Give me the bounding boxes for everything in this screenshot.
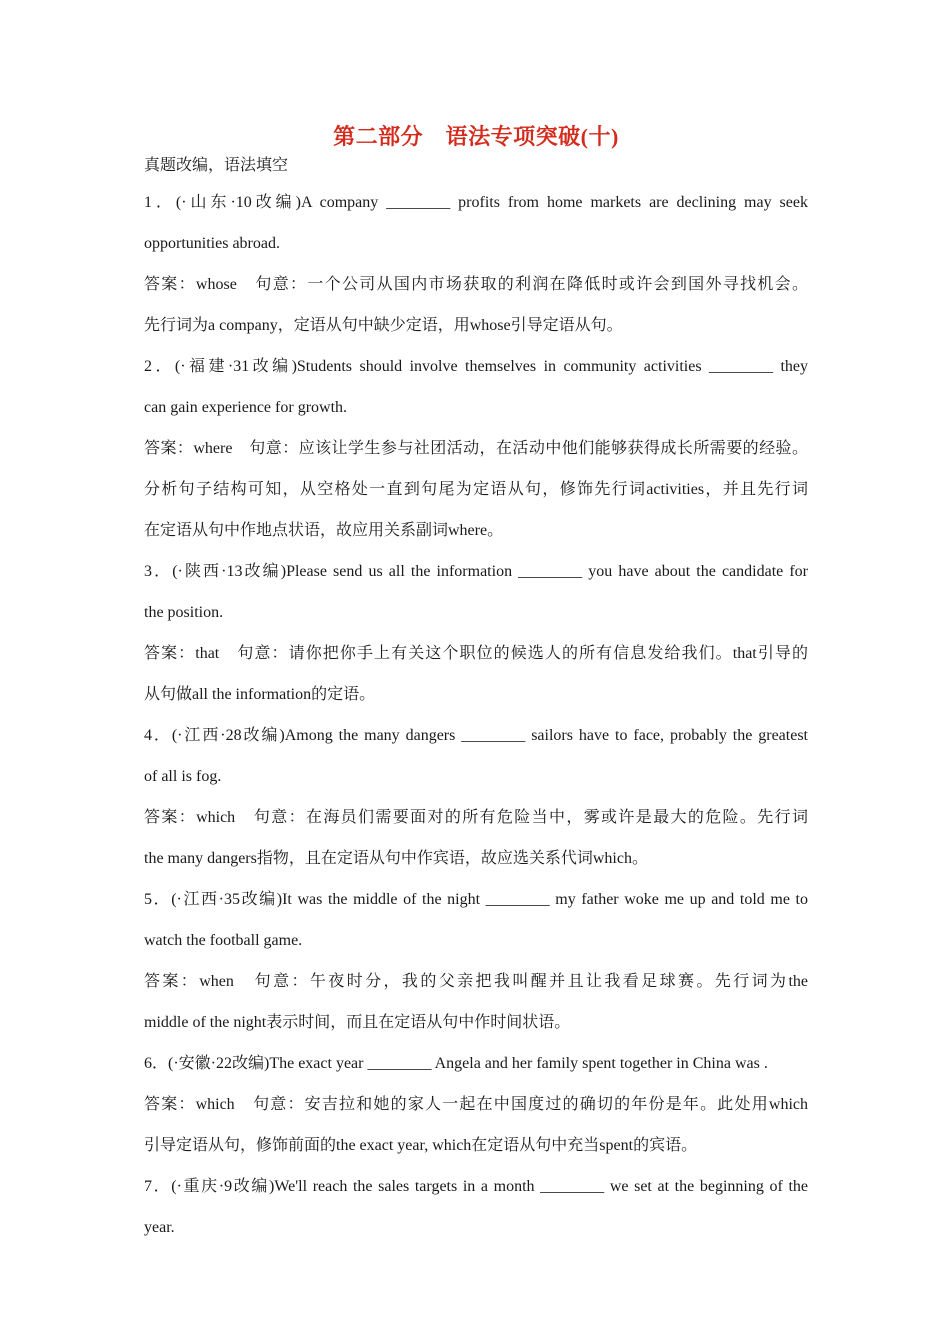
text-line: opportunities abroad. bbox=[144, 235, 280, 252]
text-line: the many dangers指物，且在定语从句中作宾语，故应选关系代词which。 bbox=[144, 850, 648, 867]
text-line: 在定语从句中作地点状语，故应用关系副词where。 bbox=[144, 522, 504, 539]
text-line: 5．(·江西·35改编)It was the middle of the night ________ my father woke me up and told me to bbox=[144, 891, 808, 908]
text-line: the position. bbox=[144, 604, 224, 621]
text-line: 答案：that 句意：请你把你手上有关这个职位的候选人的所有信息发给我们。that引导的 bbox=[144, 645, 808, 662]
text-line: 3．(·陕西·13改编)Please send us all the information ________ you have about the candidate for bbox=[144, 563, 808, 580]
text-line: middle of the night表示时间，而且在定语从句中作时间状语。 bbox=[144, 1014, 571, 1031]
page-title: 第二部分 语法专项突破(十) bbox=[333, 124, 619, 149]
text-line: 从句做all the information的定语。 bbox=[144, 686, 376, 703]
text-line: 答案：when 句意：午夜时分，我的父亲把我叫醒并且让我看足球赛。先行词为the bbox=[144, 973, 808, 990]
text-line: 先行词为a company，定语从句中缺少定语，用whose引导定语从句。 bbox=[144, 317, 623, 334]
text-line: 1．(·山东·10改编)A company ________ profits from home markets are declining may seek bbox=[144, 194, 808, 211]
text-line: watch the football game. bbox=[144, 932, 303, 949]
document-page bbox=[144, 120, 808, 1248]
text-line: 答案：which 句意：在海员们需要面对的所有危险当中，雾或许是最大的危险。先行词 bbox=[144, 809, 808, 826]
text-line: of all is fog. bbox=[144, 768, 222, 785]
section-subtitle: 真题改编，语法填空 bbox=[144, 157, 289, 174]
text-line: 答案：where 句意：应该让学生参与社团活动，在活动中他们能够获得成长所需要的经验。 bbox=[144, 440, 808, 457]
text-line: 答案：whose 句意：一个公司从国内市场获取的利润在降低时或许会到国外寻找机会。 bbox=[144, 276, 808, 293]
text-line: 分析句子结构可知，从空格处一直到句尾为定语从句，修饰先行词activities，并且先行词 bbox=[144, 481, 808, 498]
text-line: 2．(·福建·31改编)Students should involve themselves in community activities ________ they bbox=[144, 358, 808, 375]
text-line: 6．(·安徽·22改编)The exact year ________ Angela and her family spent together in China was . bbox=[144, 1055, 768, 1072]
text-line: can gain experience for growth. bbox=[144, 399, 348, 416]
text-line: year. bbox=[144, 1219, 175, 1236]
document-body bbox=[144, 182, 808, 1248]
text-line: 7．(·重庆·9改编)We'll reach the sales targets in a month ________ we set at the beginning of the bbox=[144, 1178, 808, 1195]
text-line: 引导定语从句，修饰前面的the exact year, which在定语从句中充当spent的宾语。 bbox=[144, 1137, 698, 1154]
text-line: 4．(·江西·28改编)Among the many dangers ________ sailors have to face, probably the greatest bbox=[144, 727, 808, 744]
text-line: 答案：which 句意：安吉拉和她的家人一起在中国度过的确切的年份是年。此处用which bbox=[144, 1096, 808, 1113]
